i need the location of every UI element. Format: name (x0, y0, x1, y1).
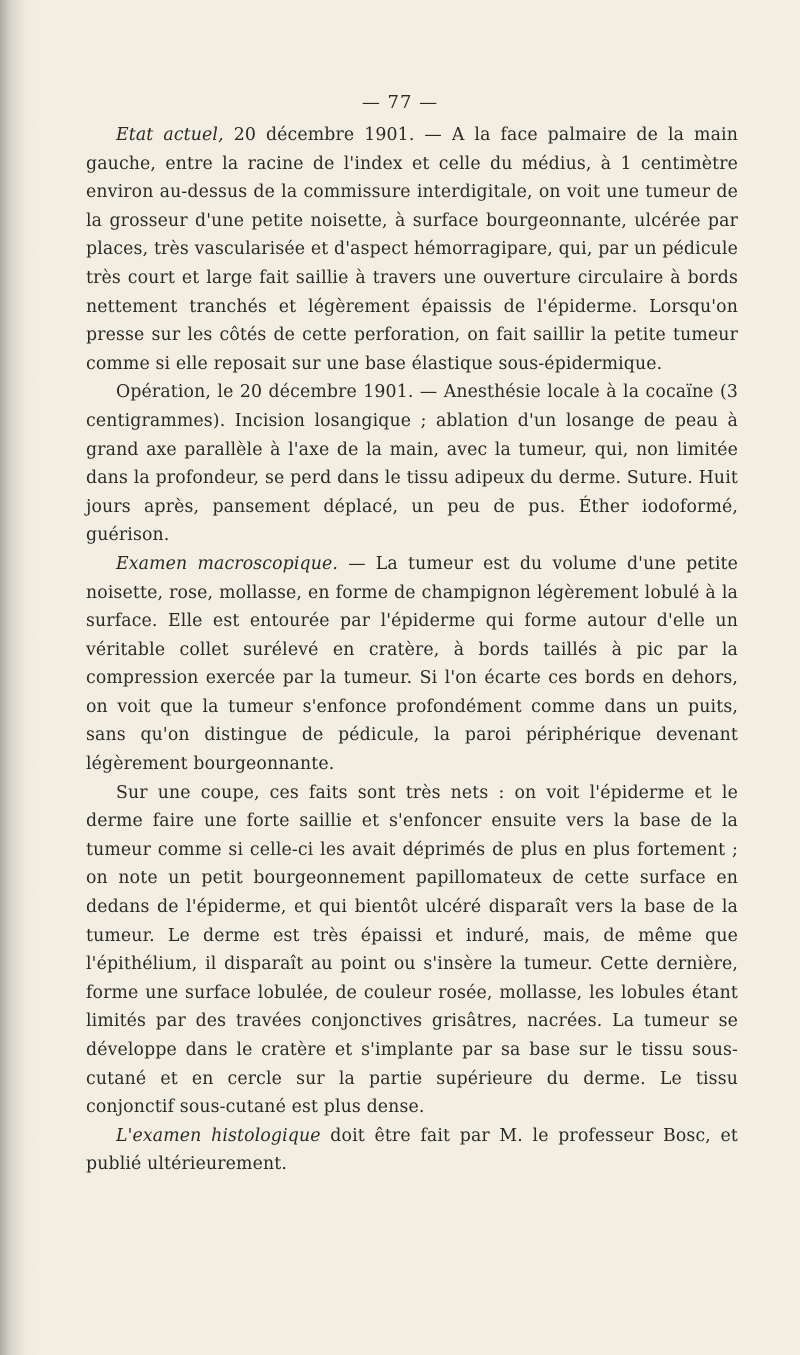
paragraph-lead: L'examen histologique (116, 1125, 321, 1146)
paragraph-coupe (86, 779, 738, 1122)
paragraph-examen-macroscopique (86, 550, 738, 779)
body-text (86, 121, 738, 1179)
paragraph-etat-actuel (86, 121, 738, 378)
paragraph-lead: Examen macroscopique. (116, 553, 339, 574)
page-number: — 77 — (361, 92, 439, 113)
paragraph-operation (86, 378, 738, 550)
paragraph-text: — La tumeur est du volume d'une petite noisette, rose, mollasse, en forme de champignon légèrement lobulé à la surface. Elle est entourée par l'épiderme qui forme autour d'elle un véritable collet surélevé en cratère, à bords taillés à pic par la compression exercée par la tumeur. Si l'on écarte ces bords en dehors, on voit que la tumeur s'enfonce profondément comme dans un puits, sans qu'on distingue de pédicule, la paroi périphérique devenant légèrement bourgeonnante. (86, 553, 738, 775)
paragraph-text: Opération, le 20 décembre 1901. — Anesthésie locale à la cocaïne (3 centigrammes). Incision losangique ; ablation d'un losange de peau à grand axe parallèle à l'axe de la main, avec la tumeur, qui, non limitée dans la profondeur, se perd dans le tissu adipeux du derme. Suture. Huit jours après, pansement déplacé, un peu de pus. Éther iodoformé, guérison. (86, 382, 738, 546)
paragraph-text: 20 décembre 1901. — A la face palmaire de la main gauche, entre la racine de l'index et celle du médius, à 1 centimètre environ au-dessus de la commissure interdigitale, on voit une tumeur de la grosseur d'une petite noisette, à surface bourgeonnante, ulcérée par places, très vascularisée et d'aspect hémorragipare, qui, par un pédicule très court et large fait saillie à travers une ouverture circulaire à bords nettement tranchés et légèrement épaissis de l'épiderme. Lorsqu'on presse sur les côtés de cette perforation, on fait saillir la petite tumeur comme si elle reposait sur une base élastique sous-épidermique. (86, 125, 739, 374)
paragraph-examen-histologique (86, 1122, 738, 1179)
paragraph-lead: Etat actuel, (116, 125, 224, 145)
paragraph-text: doit être fait par M. le professeur Bosc, et publié ultérieurement. (86, 1125, 739, 1175)
paragraph-text: Sur une coupe, ces faits sont très nets : on voit l'épiderme et le derme faire une forte saillie et s'enfoncer ensuite vers la base de la tumeur comme si celle-ci les avait déprimés de plus en plus fortement ; on note un petit bourgeonnement papillomateux de cette surface en dedans de l'épiderme, et qui bientôt ulcéré disparaît vers la base de la tumeur. Le derme est très épaissi et induré, mais, de même que l'épithélium, il disparaît au point ou s'insère la tumeur. Cette dernière, forme une surface lobulée, de couleur rosée, mollasse, les lobules étant limités par des travées conjonctives grisâtres, nacrées. La tumeur se développe dans le cratère et s'implante par sa base sur le tissu sous-cutané et en cercle sur la partie supérieure du derme. Le tissu conjonctif sous-cutané est plus dense. (86, 782, 738, 1118)
